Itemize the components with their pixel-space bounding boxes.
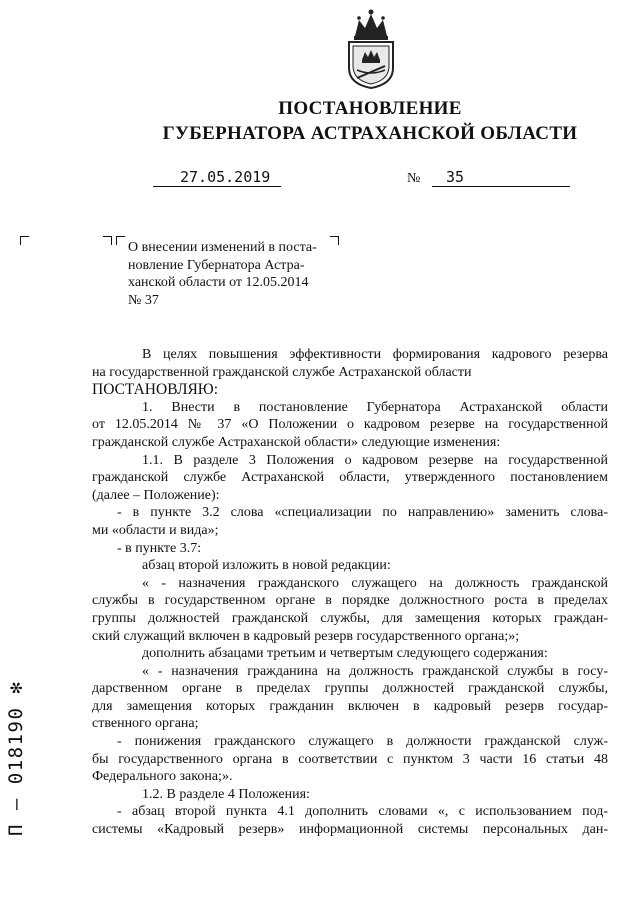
- body-line: « - назначения гражданина на должность гражданской службы в госу-: [142, 663, 608, 679]
- document-number: 35: [446, 168, 465, 186]
- document-subject: [128, 239, 317, 309]
- body-line: (далее – Положение):: [92, 487, 220, 503]
- body-line: - в пункте 3.7:: [117, 540, 202, 556]
- coat-of-arms-emblem: [341, 6, 401, 90]
- number-underline: [432, 186, 570, 187]
- body-line: на государственной гражданской службе Астраханской области: [92, 364, 472, 380]
- body-line-resolve: ПОСТАНОВЛЯЮ:: [92, 381, 219, 399]
- body-line: 1. Внести в постановление Губернатора Астраханской области: [142, 399, 608, 415]
- body-line: 1.1. В разделе 3 Положения о кадровом резерве на государственной: [142, 452, 608, 468]
- body-line: « - назначения гражданского служащего на должность гражданской: [142, 575, 608, 591]
- body-line: группы должностей гражданской службы, для замещения которых граждан-: [92, 610, 608, 626]
- body-line: службы в государственном органе в порядке должностного роста в пределах: [92, 593, 608, 609]
- subject-line: ханской области от 12.05.2014: [128, 275, 309, 290]
- body-line: дополнить абзацами третьим и четвертым следующего содержания:: [142, 646, 548, 662]
- date-underline: [153, 186, 281, 187]
- body-line: для замещения которых гражданин включен в кадровый резерв государ-: [92, 698, 608, 714]
- subject-corner-mark: [330, 236, 339, 245]
- subject-line: новление Губернатора Астра-: [128, 257, 305, 273]
- body-line: гражданской службе Астраханской области» следующие изменения:: [92, 434, 501, 450]
- subject-corner-mark: [103, 236, 112, 245]
- number-sign: №: [407, 171, 421, 186]
- body-line: от 12.05.2014 № 37 «О Положении о кадровом резерве на государственной: [92, 417, 608, 433]
- document-date: 27.05.2019: [180, 168, 271, 186]
- body-line: гражданской службе Астраханской области, утвержденного постановлением: [92, 470, 608, 486]
- subject-corner-mark: [116, 236, 125, 245]
- body-line: ми «области и вида»;: [92, 522, 219, 538]
- margin-corner-mark: [20, 236, 29, 245]
- subject-line: О внесении изменений в поста-: [128, 240, 317, 255]
- body-line: системы «Кадровый резерв» информационной системы персональных дан-: [92, 822, 608, 838]
- body-line: ский служащий включен в кадровый резерв государственного органа;»;: [92, 628, 520, 644]
- subject-line: № 37: [128, 292, 159, 308]
- body-line: дарственном органе в пределах группы должностей гражданской службы,: [92, 681, 608, 697]
- body-line: абзац второй изложить в новой редакции:: [142, 558, 391, 574]
- body-line: бы государственного органа в соответствии с пунктом 3 части 16 статьи 48: [92, 751, 608, 767]
- document-body: [92, 346, 608, 839]
- body-line: В целях повышения эффективности формирования кадрового резерва: [142, 347, 608, 362]
- body-line: - абзац второй пункта 4.1 дополнить словами «, с использованием под-: [117, 804, 608, 820]
- document-title-line1: ПОСТАНОВЛЕНИЕ: [278, 98, 462, 119]
- body-line: Федерального закона;».: [92, 769, 233, 785]
- body-line: ственного органа;: [92, 716, 199, 732]
- body-line: 1.2. В разделе 4 Положения:: [142, 786, 310, 802]
- body-line: - понижения гражданского служащего в должности гражданской служ-: [117, 734, 608, 750]
- document-title-line2: ГУБЕРНАТОРА АСТРАХАНСКОЙ ОБЛАСТИ: [162, 123, 578, 144]
- form-serial-number: П – 018190 ✻: [5, 680, 27, 836]
- body-line: - в пункте 3.2 слова «специализации по направлению» заменить слова-: [117, 505, 608, 521]
